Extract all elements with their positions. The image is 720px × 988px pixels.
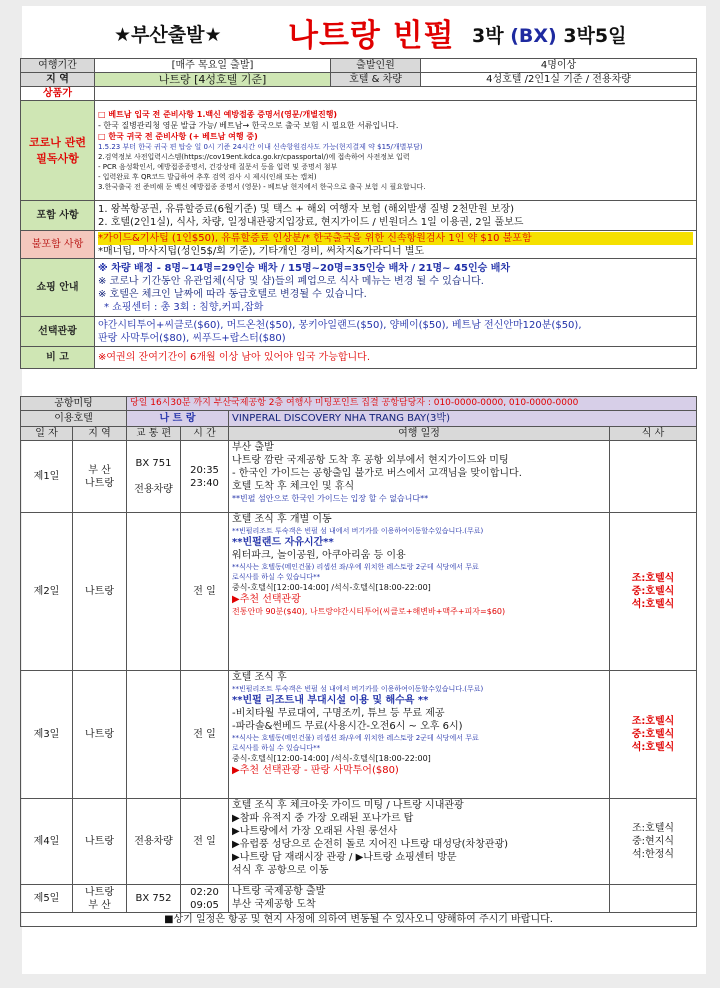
schedule-line: **식사는 호텔동(메인건물) 리셉션 좌/우에 위치한 레스토랑 2군데 식당에서 무료 <box>232 563 479 571</box>
day-meal: 조:호텔식 중:현지식 석:한정식 <box>610 799 697 885</box>
shopping-notice-line: ※ 호텔은 체크인 날짜에 따라 동급호텔로 변경될 수 있습니다. <box>98 288 367 300</box>
day-transport: BX 751 전용차량 <box>127 441 181 513</box>
day-transport <box>127 513 181 671</box>
schedule-line: ▶나트랑에서 가장 오래된 사원 롱선사 <box>232 826 398 837</box>
schedule-line: - 한국인 가이드는 공항출입 불가로 버스에서 고객님을 맞이합니다. <box>232 468 522 479</box>
schedule-line: -비치타월 무료대여, 구명조끼, 튜브 등 무료 제공 <box>232 708 445 719</box>
day-region: 부 산 나트랑 <box>73 441 127 513</box>
schedule-line: -파라솔&썬베드 무료(사용시간-오전6시 ~ 오후 6시) <box>232 721 463 732</box>
exclude-label: 불포함 사항 <box>21 231 95 259</box>
duration-label: 3박 (BX) 3박5일 <box>472 25 627 47</box>
hotel-row-label: 이용호텔 <box>21 411 127 427</box>
day-schedule <box>229 513 610 671</box>
day-schedule <box>229 671 610 799</box>
shopping-label: 쇼핑 안내 <box>21 259 95 317</box>
day-transport: 전용차량 <box>127 799 181 885</box>
note-label: 비 고 <box>21 347 95 369</box>
region-value: 나트랑 [4성호텔 기준] <box>95 73 331 87</box>
shopping-notice-line: ※ 차량 배정 - 8명~14명=29인승 배차 / 15명~20명=35인승 배차 / 21명~ 45인승 배차 <box>98 262 511 274</box>
period-label: 여행기간 <box>21 59 95 73</box>
day-schedule <box>229 441 610 513</box>
product-info-table <box>20 58 697 369</box>
note-value: ※여권의 잔여기간이 6개월 이상 남아 있어야 입국 가능합니다. <box>95 347 697 369</box>
day-row <box>21 671 697 799</box>
schedule-line: ▶나트랑 담 재래시장 관광 / ▶나트랑 쇼핑센터 방문 <box>232 852 457 863</box>
day-row <box>21 513 697 671</box>
day-row <box>21 441 697 513</box>
day-label: 제4일 <box>21 799 73 885</box>
covid-notice-line: 1.5.23 부터 한국 귀국 편 탑승 일 0시 기준 24시간 이내 신속항원검사도 가능(현지결제 약 $15/개별부담) <box>98 143 423 151</box>
meeting-label: 공항미팅 <box>21 397 127 411</box>
meeting-value: 당일 16시30분 까지 부산국제공항 2층 여행사 미팅포인트 집결 공항담당자 : 010-0000-0000, 010-0000-0000 <box>127 397 697 411</box>
schedule-line: 나트랑 깜란 국제공항 도착 후 공항 외부에서 현지가이드와 미팅 <box>232 455 509 466</box>
day-transport <box>127 671 181 799</box>
exclude-items <box>95 231 697 259</box>
day-label: 제1일 <box>21 441 73 513</box>
day-label: 제5일 <box>21 885 73 913</box>
schedule-line: ▶유럽풍 성당으로 순전히 돌로 지어진 나트랑 대성당(차창관광) <box>232 839 509 850</box>
schedule-line: 호텔 도착 후 체크인 및 휴식 <box>232 481 355 492</box>
covid-notice <box>95 101 697 201</box>
day-schedule <box>229 799 610 885</box>
day-transport: BX 752 <box>127 885 181 913</box>
exclude-line-2: *매너팁, 마사지팁(성인5$/회 기준), 기타개인 경비, 써차지&가라디너 별도 <box>98 245 425 257</box>
day-schedule <box>229 885 610 913</box>
departure-label: ★부산출발★ <box>114 24 222 46</box>
people-label: 출발인원 <box>331 59 421 73</box>
hotel-label: 호텔 & 차량 <box>331 73 421 87</box>
schedule-line: **식사는 호텔동(메인건물) 리셉션 좌/우에 위치한 레스토랑 2군데 식당에서 무료 <box>232 734 479 742</box>
header-meal: 식 사 <box>610 427 697 441</box>
include-item-line: 1. 왕복항공권, 유류할증료(6월기준) 및 택스 + 해외 여행자 보험 (해외발생 질병 2천만원 보장) <box>98 203 515 215</box>
schedule-line: 호텔 조식 후 개별 이동 <box>232 514 332 525</box>
header-region: 지 역 <box>73 427 127 441</box>
schedule-line: 나트랑 국제공항 출발 <box>232 886 326 897</box>
schedule-line: 워터파크, 놀이공원, 아쿠아리움 등 이용 <box>232 550 406 561</box>
schedule-line: ▶추천 선택관광 <box>232 594 301 605</box>
product-name: 나트랑 빈펄 <box>288 18 455 54</box>
day-row <box>21 799 697 885</box>
covid-notice-line: - 한국 질병관리청 영문 발급 가능/ 베트남→ 한국으로 출국 보험 시 필요한 서류입니다. <box>98 121 399 130</box>
schedule-line: ▶추천 선택관광 - 판랑 사막투어($80) <box>232 765 399 776</box>
schedule-line: ▶참파 유적지 중 가장 오래된 포나가르 탑 <box>232 813 414 824</box>
schedule-line: 부산 국제공항 도착 <box>232 899 316 910</box>
people-value: 4명이상 <box>421 59 697 73</box>
day-region: 나트랑 <box>73 671 127 799</box>
day-time: 20:35 23:40 <box>181 441 229 513</box>
shopping-notice-line: * 쇼핑센터 : 총 3회 : 침향,커피,잡화 <box>104 301 264 313</box>
document-title <box>22 6 706 62</box>
shopping-notice-line: ※ 코로나 기간동안 유관업체(식당 및 샵)들의 폐업으로 식사 메뉴는 변경 될 수 있습니다. <box>98 275 484 287</box>
schedule-table <box>20 396 697 927</box>
covid-label: 코로나 관련 필독사항 <box>21 101 95 201</box>
day-row <box>21 885 697 913</box>
schedule-line: **빈펄랜드 자유시간** <box>232 537 334 548</box>
covid-notice-line: □ 한국 귀국 전 준비사항 (+ 베트남 여행 중) <box>98 132 258 141</box>
header-time: 시 간 <box>181 427 229 441</box>
schedule-line: **빈펄 섬안으로 한국인 가이드는 입장 할 수 없습니다** <box>232 494 429 503</box>
optional-tour-line: 야간시티투어+씨클로($60), 머드온천($50), 몽키아일랜드($50), 양베이($50), 베트남 전신안마120분($50), <box>98 319 582 331</box>
product-price-value <box>95 87 697 101</box>
optional-tour-line: 판랑 사막투어($80), 씨푸드+랍스터($80) <box>98 332 286 344</box>
covid-notice-line: - PCR 음성확인서, 예방접종증명서, 건강상태 질문서 등을 입력 및 증명서 첨부 <box>98 163 338 171</box>
covid-notice-line: 2.검역정보 사전입력시스템(https://cov19ent.kdca.go.kr/cpassportal/)에 접속하여 사전정보 입력 <box>98 153 410 161</box>
hotel-value: 4성호텔 /2인1실 기준 / 전용차량 <box>421 73 697 87</box>
day-meal: 조:호텔식 중:호텔식 석:호텔식 <box>610 513 697 671</box>
covid-notice-line: □ 베트남 입국 전 준비사항 1.백신 예방접종 증명서(영문/개별진행) <box>98 110 338 119</box>
day-label: 제3일 <box>21 671 73 799</box>
day-region: 나트랑 부 산 <box>73 885 127 913</box>
hotel-city: 나 트 랑 <box>127 411 229 427</box>
day-region: 나트랑 <box>73 513 127 671</box>
exclude-line-1: *가이드&기사팁 (1인$50), 유류할증료 인상분/* 한국출국을 위한 신속항원검사 1인 약 $10 불포함 <box>98 232 693 245</box>
day-time: 전 일 <box>181 671 229 799</box>
day-meal <box>610 441 697 513</box>
product-price-label: 상품가 <box>21 87 95 101</box>
day-label: 제2일 <box>21 513 73 671</box>
schedule-line: 중식-호텔식[12:00-14:00] /석식-호텔식[18:00-22:00] <box>232 754 431 763</box>
shopping-notice <box>95 259 697 317</box>
period-value: [매주 목요일 출발] <box>95 59 331 73</box>
header-transport: 교 통 편 <box>127 427 181 441</box>
day-time: 02:20 09:05 <box>181 885 229 913</box>
schedule-line: 호텔 조식 후 <box>232 672 287 683</box>
schedule-line: 부산 출발 <box>232 442 274 453</box>
day-time: 전 일 <box>181 513 229 671</box>
schedule-line: **빈펄리조트 투숙객은 빈펄 섬 내에서 버기카를 이용하여이동할수있습니다.(무료) <box>232 527 484 535</box>
day-region: 나트랑 <box>73 799 127 885</box>
schedule-line: 석식 후 공항으로 이동 <box>232 865 329 876</box>
header-schedule: 여행 일정 <box>229 427 610 441</box>
optional-label: 선택관광 <box>21 317 95 347</box>
optional-tours <box>95 317 697 347</box>
schedule-line: 로식사를 하실 수 있습니다** <box>232 573 321 581</box>
covid-notice-line: 3.한국출국 전 준비해 둔 백신 예방접종 증명서 (영문) - 베트남 현지에서 한국으로 출국 보험 시 필요합니다. <box>98 183 426 191</box>
include-label: 포함 사항 <box>21 201 95 231</box>
schedule-line: **빈펄 리조트내 부대시설 이용 및 해수욕 ** <box>232 695 429 706</box>
schedule-line: **빈펄리조트 투숙객은 빈펄 섬 내에서 버기카를 이용하여이동할수있습니다.(무료) <box>232 685 484 693</box>
schedule-line: 전통안마 90분($40), 나트랑야간시티투어(씨클로+해변바+맥주+피자=$60) <box>232 607 506 616</box>
covid-notice-line: - 입력완료 후 QR코드 발급하여 추후 검역 검사 시 제시(인쇄 또는 캡쳐) <box>98 173 317 181</box>
footer-notice: ■상기 일정은 항공 및 현지 사정에 의하여 변동될 수 있사오니 양해하여 주시기 바랍니다. <box>21 913 697 927</box>
include-item-line: 2. 호텔(2인1실), 식사, 차량, 일정내관광지입장료, 현지가이드 / 빈원더스 1일 이용권, 2일 풀보드 <box>98 216 524 228</box>
schedule-line: 호텔 조식 후 체크아웃 가이드 미팅 / 나트랑 시내관광 <box>232 800 464 811</box>
day-time: 전 일 <box>181 799 229 885</box>
schedule-line: 중식-호텔식[12:00-14:00] /석식-호텔식[18:00-22:00] <box>232 583 431 592</box>
schedule-line: 로식사를 하실 수 있습니다** <box>232 744 321 752</box>
header-day: 일 자 <box>21 427 73 441</box>
region-label: 지 역 <box>21 73 95 87</box>
include-items <box>95 201 697 231</box>
day-meal <box>610 885 697 913</box>
day-meal: 조:호텔식 중:호텔식 석:호텔식 <box>610 671 697 799</box>
hotel-name: VINPERAL DISCOVERY NHA TRANG BAY(3박) <box>229 411 697 427</box>
schedule-header-row <box>21 427 697 441</box>
